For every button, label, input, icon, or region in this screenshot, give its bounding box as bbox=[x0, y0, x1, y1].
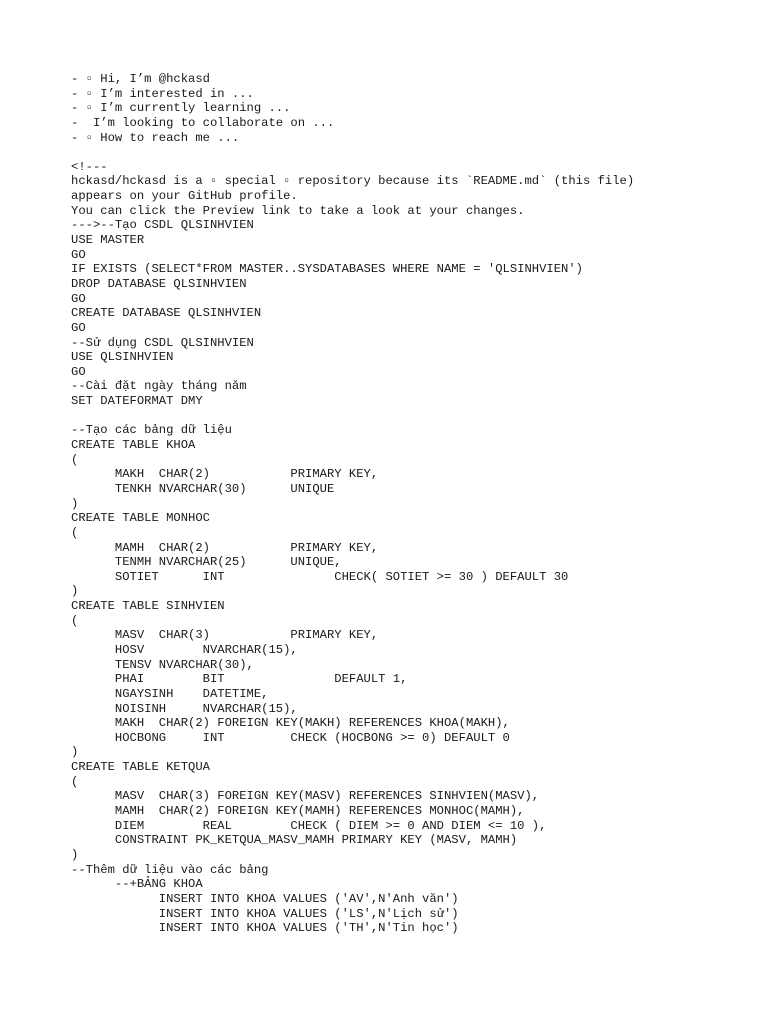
code-line: DROP DATABASE QLSINHVIEN bbox=[71, 276, 247, 291]
code-line: GO bbox=[71, 247, 86, 262]
code-line: GO bbox=[71, 364, 86, 379]
code-line: NGAYSINH DATETIME, bbox=[71, 686, 269, 701]
code-line: CONSTRAINT PK_KETQUA_MASV_MAMH PRIMARY KEY (MASV, MAMH) bbox=[71, 833, 518, 848]
code-line: GO bbox=[71, 320, 86, 335]
code-line: - ▫ I’m currently learning ... bbox=[71, 101, 291, 116]
code-line: ) bbox=[71, 496, 79, 511]
code-line: INSERT INTO KHOA VALUES ('LS',N'Lịch sử') bbox=[71, 906, 459, 921]
code-line: --+BẢNG KHOA bbox=[71, 877, 203, 892]
code-line: CREATE TABLE MONHOC bbox=[71, 511, 210, 526]
code-line: CREATE TABLE SINHVIEN bbox=[71, 599, 225, 614]
code-line: TENMH NVARCHAR(25) UNIQUE, bbox=[71, 555, 342, 570]
code-line: ) bbox=[71, 847, 79, 862]
code-line: ( bbox=[71, 613, 79, 628]
code-line: --->--Tạo CSDL QLSINHVIEN bbox=[71, 218, 254, 233]
code-line: IF EXISTS (SELECT*FROM MASTER..SYSDATABASES WHERE NAME = 'QLSINHVIEN') bbox=[71, 262, 583, 277]
code-line: HOSV NVARCHAR(15), bbox=[71, 642, 298, 657]
code-line: --Tạo các bảng dữ liệu bbox=[71, 423, 232, 438]
code-line: SET DATEFORMAT DMY bbox=[71, 394, 203, 409]
code-line: MAMH CHAR(2) PRIMARY KEY, bbox=[71, 540, 379, 555]
code-line: - I’m looking to collaborate on ... bbox=[71, 115, 335, 130]
code-line: ( bbox=[71, 774, 79, 789]
code-line: CREATE TABLE KHOA bbox=[71, 438, 196, 453]
code-line: --Cài đặt ngày tháng năm bbox=[71, 379, 247, 394]
code-line: --Thêm dữ liệu vào các bảng bbox=[71, 862, 269, 877]
code-line: HOCBONG INT CHECK (HOCBONG >= 0) DEFAULT 0 bbox=[71, 730, 510, 745]
code-line: GO bbox=[71, 291, 86, 306]
sql-code-block bbox=[71, 72, 751, 936]
code-line: USE QLSINHVIEN bbox=[71, 350, 174, 365]
code-line: ) bbox=[71, 745, 79, 760]
code-line: INSERT INTO KHOA VALUES ('AV',N'Anh văn') bbox=[71, 891, 459, 906]
code-line: appears on your GitHub profile. bbox=[71, 189, 298, 204]
code-line: DIEM REAL CHECK ( DIEM >= 0 AND DIEM <= 10 ), bbox=[71, 818, 547, 833]
code-line: CREATE DATABASE QLSINHVIEN bbox=[71, 306, 262, 321]
code-line: SOTIET INT CHECK( SOTIET >= 30 ) DEFAULT 30 bbox=[71, 569, 569, 584]
code-line: --Sử dụng CSDL QLSINHVIEN bbox=[71, 335, 254, 350]
code-line: ) bbox=[71, 584, 79, 599]
code-line bbox=[71, 145, 751, 160]
code-line: MASV CHAR(3) PRIMARY KEY, bbox=[71, 628, 379, 643]
code-line: - ▫ Hi, I’m @hckasd bbox=[71, 72, 210, 86]
code-line: ( bbox=[71, 525, 79, 540]
code-line bbox=[71, 409, 751, 424]
code-line: CREATE TABLE KETQUA bbox=[71, 760, 210, 775]
code-line: USE MASTER bbox=[71, 233, 145, 248]
code-line: ( bbox=[71, 452, 79, 467]
code-line: MASV CHAR(3) FOREIGN KEY(MASV) REFERENCES SINHVIEN(MASV), bbox=[71, 789, 540, 804]
code-line: NOISINH NVARCHAR(15), bbox=[71, 701, 298, 716]
code-line: - ▫ How to reach me ... bbox=[71, 130, 240, 145]
code-line: - ▫ I’m interested in ... bbox=[71, 86, 254, 101]
code-line: MAMH CHAR(2) FOREIGN KEY(MAMH) REFERENCES MONHOC(MAMH), bbox=[71, 804, 525, 819]
code-line: <!--- bbox=[71, 159, 108, 174]
code-line: MAKH CHAR(2) PRIMARY KEY, bbox=[71, 467, 379, 482]
code-line: TENKH NVARCHAR(30) UNIQUE bbox=[71, 481, 335, 496]
code-line: PHAI BIT DEFAULT 1, bbox=[71, 672, 408, 687]
code-line: You can click the Preview link to take a look at your changes. bbox=[71, 203, 525, 218]
code-line: INSERT INTO KHOA VALUES ('TH',N'Tin học') bbox=[71, 921, 459, 936]
code-line: hckasd/hckasd is a ▫ special ▫ repository because its `README.md` (this file) bbox=[71, 174, 635, 189]
code-line: TENSV NVARCHAR(30), bbox=[71, 657, 254, 672]
code-line: MAKH CHAR(2) FOREIGN KEY(MAKH) REFERENCES KHOA(MAKH), bbox=[71, 716, 510, 731]
